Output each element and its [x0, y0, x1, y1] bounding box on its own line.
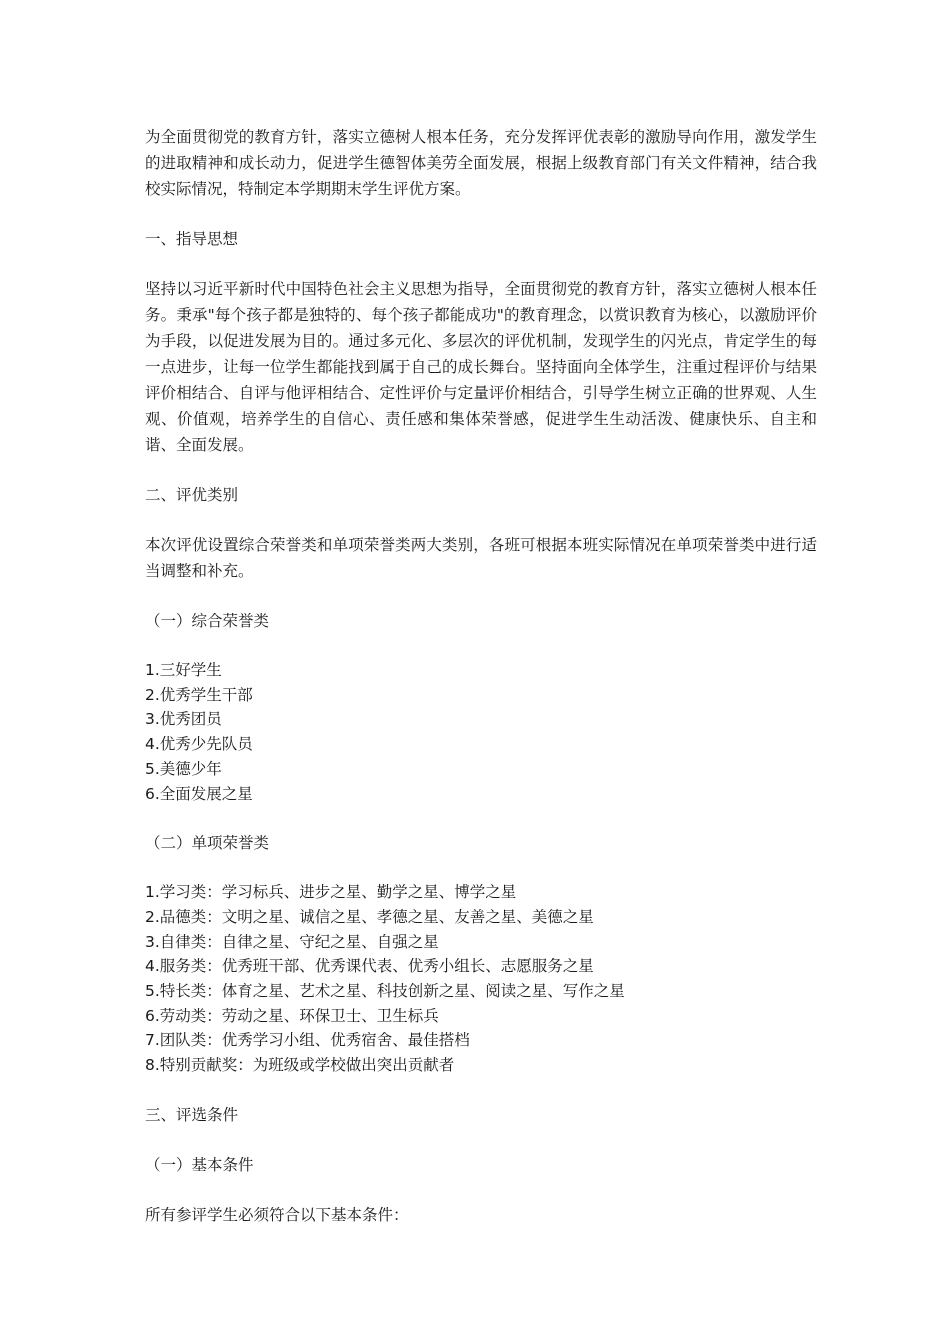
list-item: 7.团队类：优秀学习小组、优秀宿舍、最佳搭档: [145, 1031, 470, 1050]
list-item: 4.优秀少先队员: [145, 735, 253, 754]
subheading-individual-honors: （二）单项荣誉类: [145, 834, 270, 853]
list-item: 6.劳动类：劳动之星、环保卫士、卫生标兵: [145, 1006, 439, 1025]
award-categories-paragraph: 本次评优设置综合荣誉类和单项荣誉类两大类别，各班可根据本班实际情况在单项荣誉类中进行适当调整和补充。: [145, 536, 817, 580]
guiding-ideology-paragraph: 坚持以习近平新时代中国特色社会主义思想为指导，全面贯彻党的教育方针，落实立德树人根本任务。秉承"每个孩子都是独特的、每个孩子都能成功"的教育理念，以赏识教育为核心，以激励评价为手段，以促进发展为目的。通过多元化、多层次的评优机制，发现学生的闪光点，肯定学生的每一点进步，让每一位学生都能找到属于自己的成长舞台。坚持面向全体学生，注重过程评价与结果评价相结合、自评与他评相结合、定性评价与定量评价相结合，引导学生树立正确的世界观、人生观、价值观，培养学生的自信心、责任感和集体荣誉感，促进学生生动活泼、健康快乐、自主和谐、全面发展。: [145, 280, 817, 454]
list-item: 8.特别贡献奖：为班级或学校做出突出贡献者: [145, 1056, 455, 1075]
list-item: 2.优秀学生干部: [145, 685, 253, 704]
section-heading-selection-criteria: 三、评选条件: [145, 1105, 239, 1124]
list-item: 4.服务类：优秀班干部、优秀课代表、优秀小组长、志愿服务之星: [145, 957, 594, 976]
list-item: 5.美德少年: [145, 759, 222, 778]
basic-conditions-paragraph: 所有参评学生必须符合以下基本条件：: [145, 1205, 409, 1224]
list-item: 1.三好学生: [145, 661, 222, 679]
list-item: 2.品德类：文明之星、诚信之星、孝德之星、友善之星、美德之星: [145, 907, 594, 926]
section-heading-guiding-ideology: 一、指导思想: [145, 230, 239, 248]
document-body: [145, 124, 817, 1252]
comprehensive-honors-list: [145, 658, 817, 806]
list-item: 3.自律类：自律之星、守纪之星、自强之星: [145, 932, 439, 951]
list-item: 6.全面发展之星: [145, 784, 253, 803]
intro-paragraph: 为全面贯彻党的教育方针，落实立德树人根本任务，充分发挥评优表彰的激励导向作用，激发学生的进取精神和成长动力，促进学生德智体美劳全面发展，根据上级教育部门有关文件精神，结合我校实际情况，特制定本学期期末学生评优方案。: [145, 128, 817, 198]
list-item: 3.优秀团员: [145, 710, 222, 729]
subheading-basic-conditions: （一）基本条件: [145, 1155, 254, 1174]
list-item: 5.特长类：体育之星、艺术之星、科技创新之星、阅读之星、写作之星: [145, 982, 625, 1001]
section-heading-award-categories: 二、评优类别: [145, 486, 239, 504]
list-item: 1.学习类：学习标兵、进步之星、勤学之星、博学之星: [145, 883, 517, 902]
individual-honors-list: [145, 880, 817, 1078]
subheading-comprehensive-honors: （一）综合荣誉类: [145, 612, 270, 630]
